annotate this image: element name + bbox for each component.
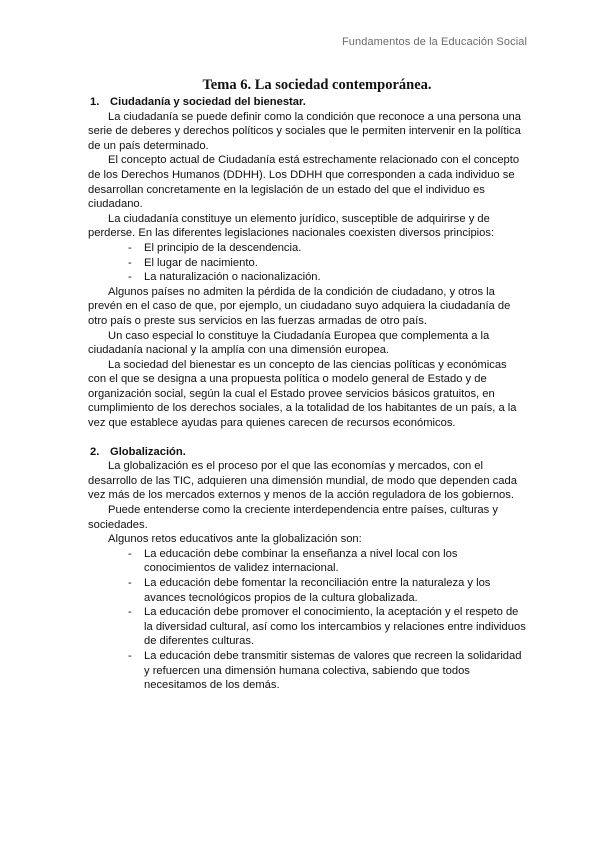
running-header: Fundamentos de la Educación Social	[341, 36, 527, 48]
section-number: 1.	[90, 96, 100, 108]
challenges-list	[88, 547, 526, 693]
paragraph: Algunos retos educativos ante la globalización son:	[108, 533, 362, 546]
principles-list	[88, 241, 526, 285]
list-item: - El principio de la descendencia.	[128, 241, 526, 256]
document-title: Tema 6. La sociedad contemporánea.	[202, 77, 432, 93]
list-item: - La educación debe transmitir sistemas de valores que recreen la solidaridad y refuercen una dimensión humana colectiva, sabiendo que todos necesitamos de los demás.	[128, 649, 526, 693]
section-title: Ciudadanía y sociedad del bienestar.	[110, 96, 306, 108]
section-heading-globalizacion	[88, 445, 526, 460]
list-item: - La educación debe promover el conocimiento, la aceptación y el respeto de la diversidad cultural, así como los intercambios y relaciones entre individuos de diferentes culturas.	[128, 605, 526, 649]
paragraph: La ciudadanía se puede definir como la condición que reconoce a una persona una serie de deberes y derechos políticos y sociales que le permiten intervenir en la política de un país determinado.	[88, 110, 521, 152]
section-title: Globalización.	[110, 445, 186, 458]
paragraph: Un caso especial lo constituye la Ciudadanía Europea que complementa a la ciudadanía nacional y la amplía con una dimensión europea.	[88, 329, 490, 357]
paragraph: La globalización es el proceso por el que las economías y mercados, con el desarrollo de las TIC, adquieren una dimensión mundial, de modo que dependen cada vez más de los mercados externos y menos de la acción reguladora de los gobiernos.	[88, 460, 517, 502]
list-item: - La educación debe fomentar la reconciliación entre la naturaleza y los avances tecnológicos propios de la cultura globalizada.	[128, 576, 526, 605]
paragraph: La sociedad del bienestar es un concepto de las ciencias políticas y económicas con el que se designa a una propuesta política o modelo general de Estado y de organización social, según la cual el Estado provee servicios básicos gratuitos, en cumplimiento de los derechos sociales, a la totalidad de los habitantes de un país, a la vez que establece ayudas para quienes carecen de recursos económicos.	[88, 358, 517, 430]
list-item: - La naturalización o nacionalización.	[128, 270, 526, 285]
document-body	[88, 77, 526, 693]
paragraph: Algunos países no admiten la pérdida de la condición de ciudadano, y otros la prevén en el caso de que, por ejemplo, un ciudadano suyo adquiera la ciudadanía de otro país o preste sus servicios en las fuerzas armadas de otro país.	[88, 285, 511, 327]
list-item: - La educación debe combinar la enseñanza a nivel local con los conocimientos de validez internacional.	[128, 547, 526, 576]
paragraph: El concepto actual de Ciudadanía está estrechamente relacionado con el concepto de los Derechos Humanos (DDHH). Los DDHH que corresponden a cada individuo se desarrollan concretamente en la legislación de un estado del que el individuo es ciudadano.	[88, 154, 520, 211]
section-number: 2.	[90, 445, 100, 458]
section-heading-ciudadania	[88, 95, 526, 110]
paragraph: Puede entenderse como la creciente interdependencia entre países, culturas y sociedades.	[88, 504, 498, 531]
paragraph: La ciudadanía constituye un elemento jurídico, susceptible de adquirirse y de perderse. En las diferentes legislaciones nacionales coexisten diversos principios:	[88, 212, 495, 240]
list-item: - El lugar de nacimiento.	[128, 256, 526, 271]
